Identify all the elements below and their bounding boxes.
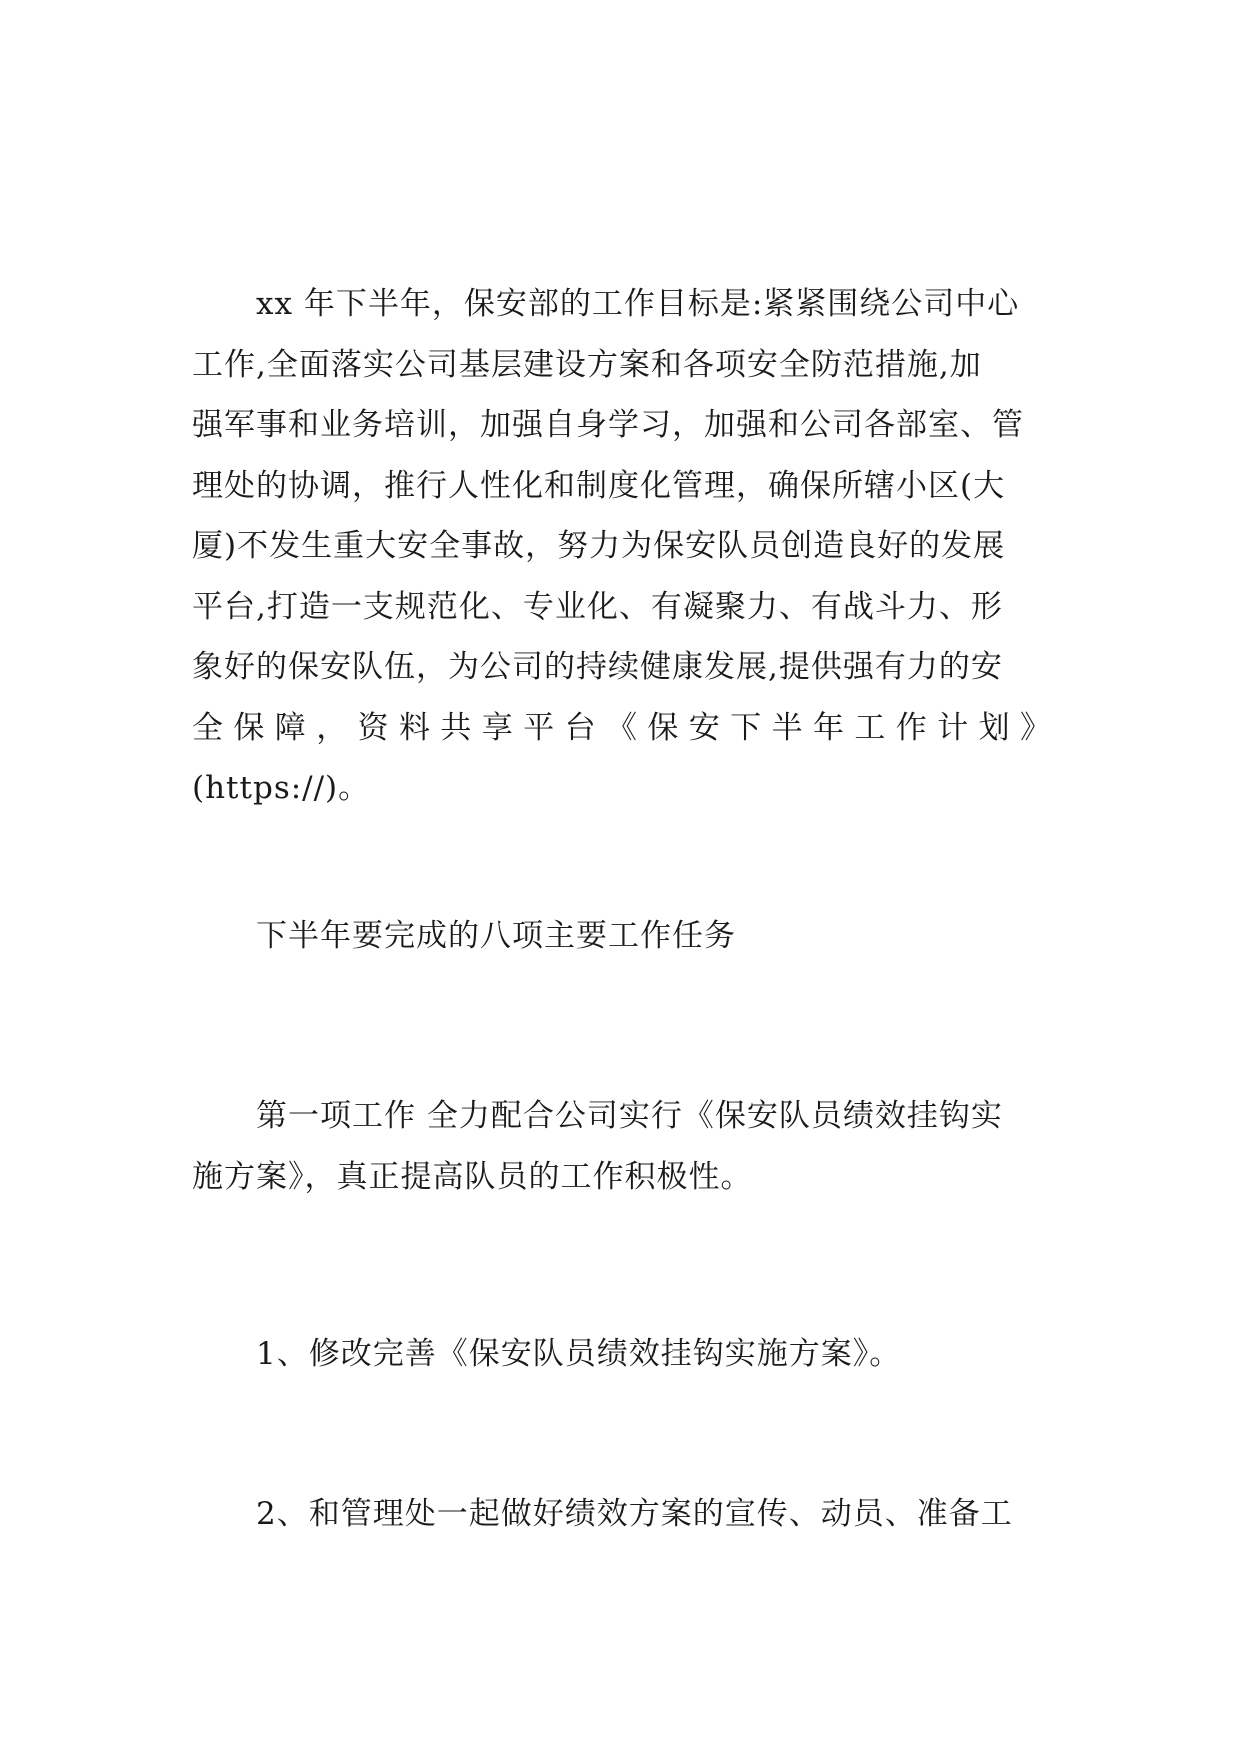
text-line: 理处的协调，推行人性化和制度化管理，确保所辖小区(大 [192, 467, 1006, 504]
item-2-paragraph [192, 1484, 1052, 1545]
task-1-paragraph [192, 1086, 1052, 1207]
text-line: 工作,全面落实公司基层建设方案和各项安全防范措施,加 [192, 346, 982, 383]
text-line: 施方案》，真正提高队员的工作积极性。 [192, 1158, 753, 1195]
text-line: 平台,打造一支规范化、专业化、有凝聚力、有战斗力、形 [192, 588, 1003, 625]
text-line: 全保障，资料共享平台《保安下半年工作计划》 [192, 709, 1052, 746]
text-line: 1、修改完善《保安队员绩效挂钩实施方案》。 [256, 1336, 902, 1372]
item-1-paragraph [192, 1324, 1052, 1385]
heading-text: 下半年要完成的八项主要工作任务 [256, 918, 736, 954]
text-line: 象好的保安队伍，为公司的持续健康发展,提供强有力的安 [192, 649, 1003, 685]
text-line: 2、和管理处一起做好绩效方案的宣传、动员、准备工 [256, 1496, 1013, 1532]
text-line: 第一项工作 全力配合公司实行《保安队员绩效挂钩实 [256, 1098, 1003, 1134]
text-line: (https://)。 [192, 770, 371, 806]
tasks-heading [192, 906, 1052, 967]
text-line: 厦)不发生重大安全事故，努力为保安队员创造良好的发展 [192, 528, 1006, 564]
intro-paragraph [192, 274, 1052, 819]
text-line: xx 年下半年，保安部的工作目标是:紧紧围绕公司中心 [256, 286, 1020, 322]
text-line: 强军事和业务培训，加强自身学习，加强和公司各部室、管 [192, 407, 1024, 443]
